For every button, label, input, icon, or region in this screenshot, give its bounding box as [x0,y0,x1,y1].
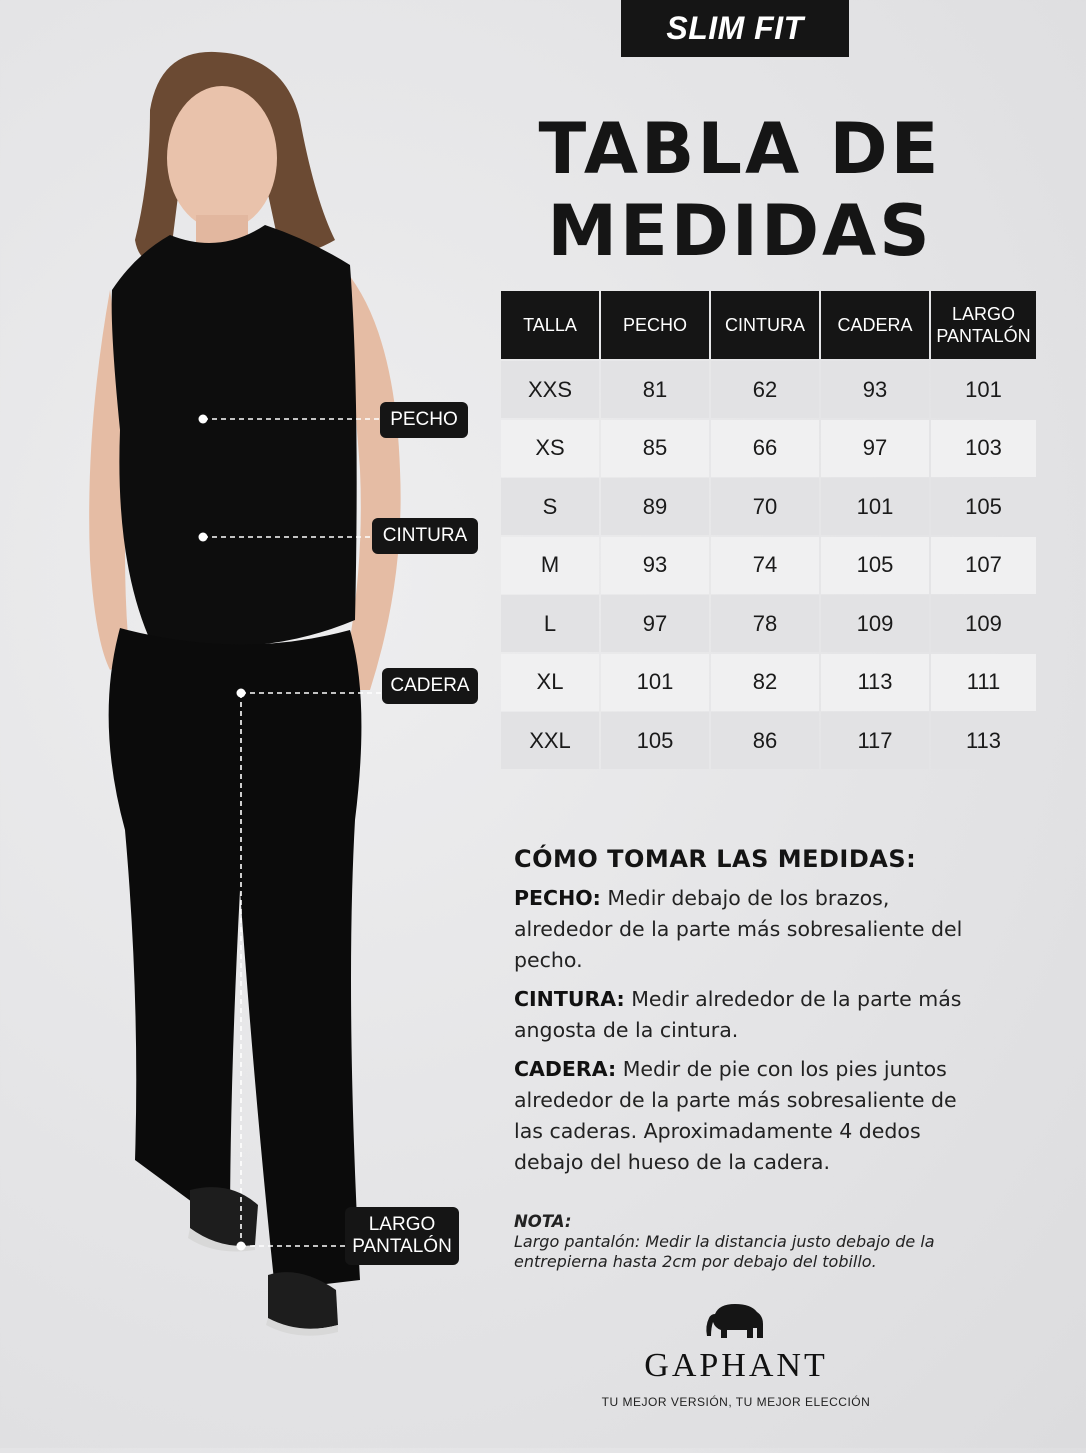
title-line-1: TABLA DE [538,108,942,190]
table-cell: 66 [711,420,819,477]
table-header: CADERA [821,291,929,359]
table-header: PECHO [601,291,709,359]
howto-cadera [514,1054,984,1178]
table-cell: 105 [601,712,709,769]
table-cell: 74 [711,537,819,594]
elephant-icon [701,1300,771,1340]
label-largo-line1: LARGO [368,1214,436,1235]
brand-tagline: TU MEJOR VERSIÓN, TU MEJOR ELECCIÓN [601,1395,871,1409]
note [514,1212,994,1272]
howto-pecho [514,883,984,976]
table-cell: 117 [821,712,929,769]
table-cell: 97 [601,595,709,652]
table-cell: XXL [501,712,599,769]
table-cell: 70 [711,478,819,535]
table-cell: 111 [931,654,1036,711]
table-cell: L [501,595,599,652]
table-cell: 105 [931,478,1036,535]
table-cell: 93 [821,361,929,418]
table-cell: 113 [821,654,929,711]
table-header: LARGO PANTALÓN [931,291,1036,359]
table-cell: 85 [601,420,709,477]
table-cell: XS [501,420,599,477]
howto-cintura-label: CINTURA: [514,987,625,1011]
title-line-2: MEDIDAS [547,190,933,272]
howto-pecho-label: PECHO: [514,886,601,910]
table-cell: 101 [601,654,709,711]
label-cadera: CADERA [382,668,478,704]
table-header: TALLA [501,291,599,359]
table-cell: 103 [931,420,1036,477]
table-cell: 113 [931,712,1036,769]
table-cell: 81 [601,361,709,418]
how-to-measure [514,845,984,1186]
howto-cadera-label: CADERA: [514,1057,617,1081]
table-cell: 62 [711,361,819,418]
label-cintura: CINTURA [372,518,478,554]
howto-cintura-text: Medir alrededor de la parte más angosta de la cintura. [514,987,962,1042]
brand-name: GAPHANT [644,1347,828,1384]
table-cell: 93 [601,537,709,594]
fit-badge: SLIM FIT [621,0,849,57]
note-label: NOTA: [514,1212,572,1231]
table-cell: 78 [711,595,819,652]
table-cell: XL [501,654,599,711]
table-cell: 101 [931,361,1036,418]
table-cell: M [501,537,599,594]
note-text: Largo pantalón: Medir la distancia justo debajo de la entrepierna hasta 2cm por debajo del tobillo. [514,1232,935,1271]
label-pecho: PECHO [380,402,468,438]
label-largo-line2: PANTALÓN [352,1236,452,1257]
howto-pecho-text: Medir debajo de los brazos, alrededor de la parte más sobresaliente del pecho. [514,886,963,972]
howto-cadera-text: Medir de pie con los pies juntos alrededor de la parte más sobresaliente de las caderas. Aproximadamente 4 dedos debajo del hueso de la cadera. [514,1057,957,1174]
table-cell: XXS [501,361,599,418]
model-figure [0,0,500,1448]
table-cell: S [501,478,599,535]
table-cell: 107 [931,537,1036,594]
table-cell: 86 [711,712,819,769]
table-cell: 109 [931,595,1036,652]
table-cell: 105 [821,537,929,594]
how-to-heading: CÓMO TOMAR LAS MEDIDAS: [514,845,917,873]
page-title [520,108,960,272]
table-cell: 97 [821,420,929,477]
table-cell: 109 [821,595,929,652]
table-cell: 101 [821,478,929,535]
table-cell: 82 [711,654,819,711]
table-cell: 89 [601,478,709,535]
table-header: CINTURA [711,291,819,359]
size-table [501,291,1034,771]
label-largo-pantalon [345,1207,459,1265]
brand-logo [596,1300,876,1409]
howto-cintura [514,984,984,1046]
